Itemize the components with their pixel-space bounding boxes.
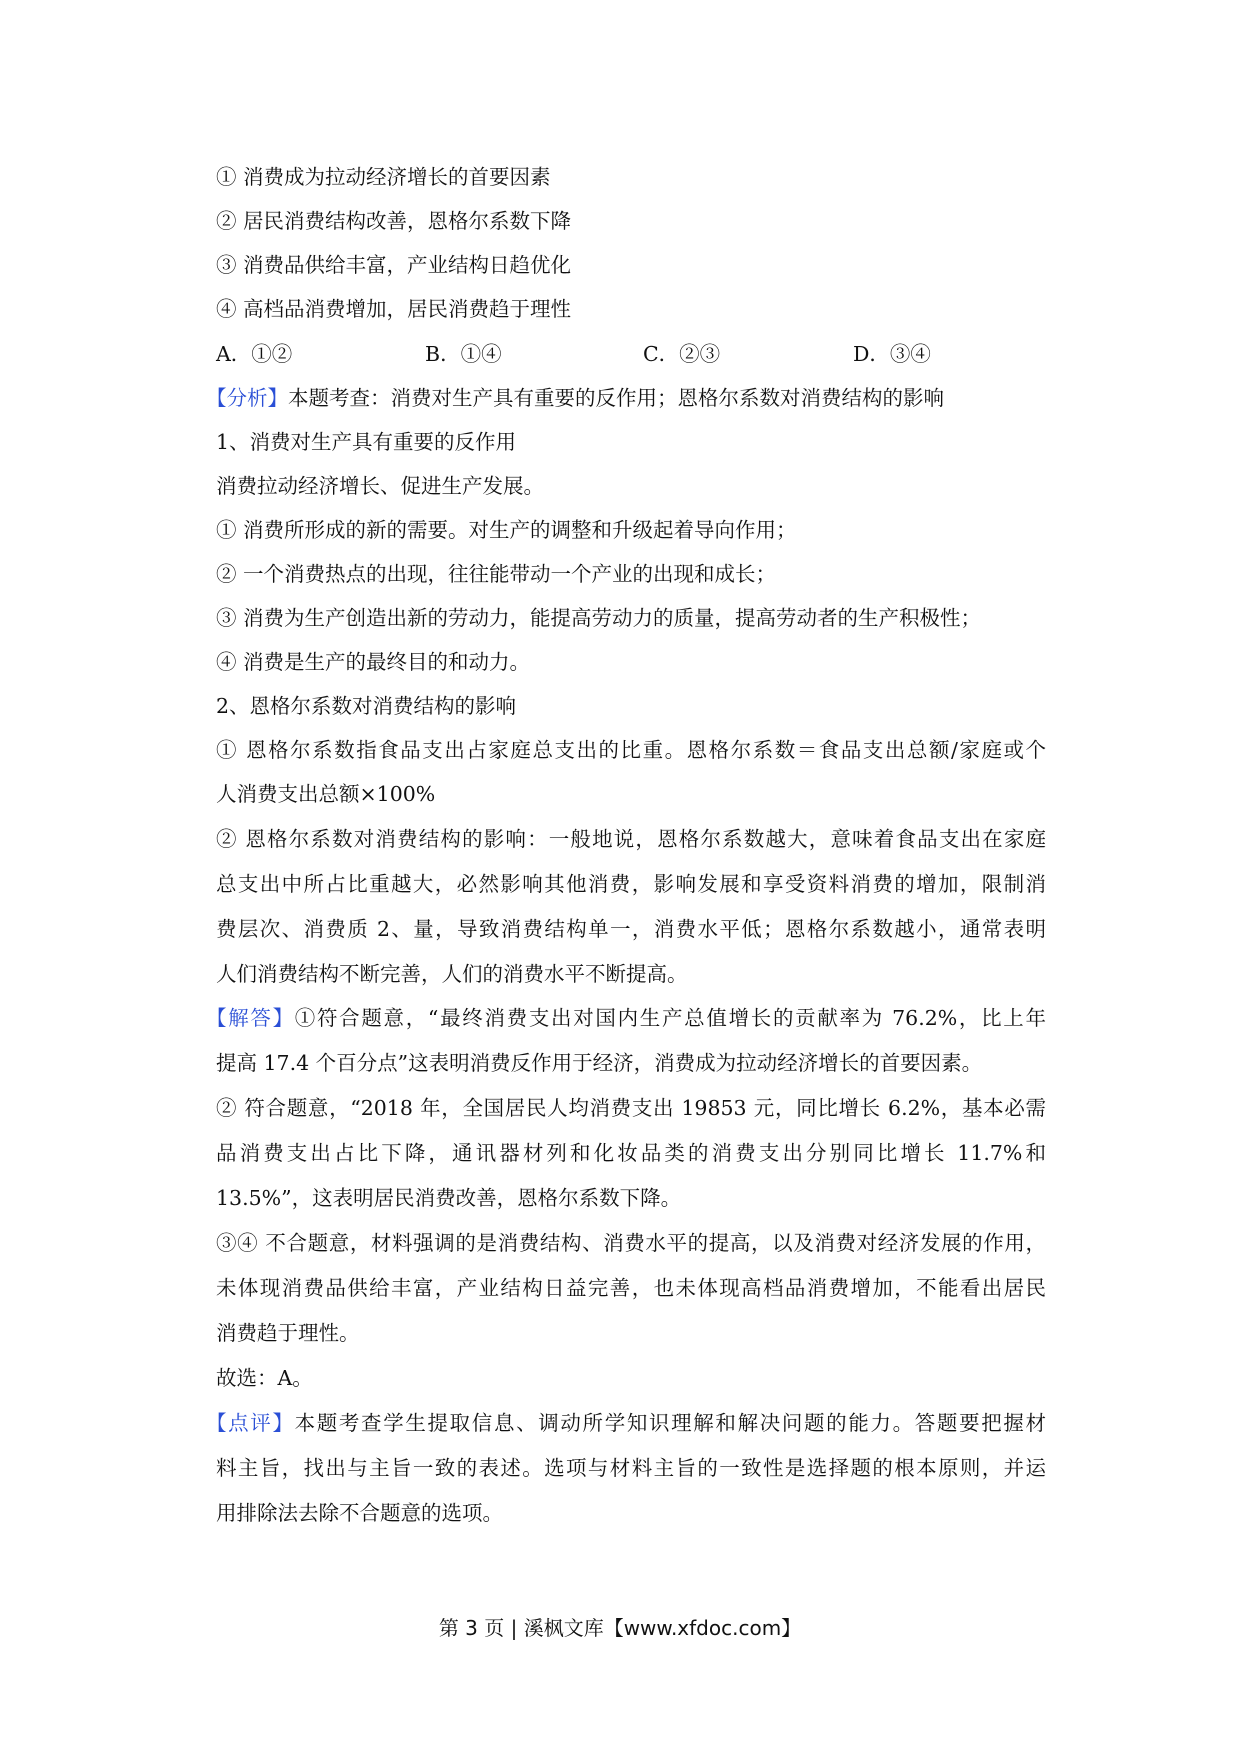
answer-line: 13.5%”，这表明居民消费改善，恩格尔系数下降。 — [216, 1186, 682, 1210]
statement-3: ③ 消费品供给丰富，产业结构日趋优化 — [216, 253, 572, 277]
statement-4: ④ 高档品消费增加，居民消费趋于理性 — [216, 297, 572, 321]
section-2-paragraph-line: 费层次、消费质 2、量，导致消费结构单一，消费水平低；恩格尔系数越小，通常表明 — [216, 917, 1046, 941]
comment-heading — [206, 1409, 1046, 1437]
section-2-paragraph-line: 人消费支出总额×100% — [216, 782, 436, 806]
answer-line: 提高 17.4 个百分点”这表明消费反作用于经济，消费成为拉动经济增长的首要因素。 — [216, 1051, 983, 1075]
section-1-item: ① 消费所形成的新的需要。对生产的调整和升级起着导向作用； — [216, 518, 797, 542]
answer-line: 消费趋于理性。 — [216, 1321, 360, 1345]
comment-line: 用排除法去除不合题意的选项。 — [216, 1501, 503, 1525]
choice-c: C．②③ — [643, 342, 721, 366]
section-1-item: ② 一个消费热点的出现，往往能带动一个产业的出现和成长； — [216, 562, 777, 586]
answer-line: 未体现消费品供给丰富，产业结构日益完善，也未体现高档品消费增加，不能看出居民 — [216, 1276, 1046, 1300]
answer-tag: 【解答】 — [206, 1006, 295, 1030]
comment-tag: 【点评】 — [206, 1411, 295, 1435]
statement-1: ① 消费成为拉动经济增长的首要因素 — [216, 165, 551, 189]
answer-heading — [206, 1004, 1046, 1032]
analysis-text: 本题考查：消费对生产具有重要的反作用；恩格尔系数对消费结构的影响 — [288, 386, 944, 410]
section-1-item: ③ 消费为生产创造出新的劳动力，能提高劳动力的质量，提高劳动者的生产积极性； — [216, 606, 982, 630]
section-2-paragraph-line: 人们消费结构不断完善，人们的消费水平不断提高。 — [216, 962, 688, 986]
answer-conclusion: 故选：A。 — [216, 1366, 313, 1390]
choice-d: D．③④ — [853, 342, 931, 366]
comment-line: 料主旨，找出与主旨一致的表述。选项与材料主旨的一致性是选择题的根本原则，并运 — [216, 1456, 1046, 1480]
section-2-paragraph-line: 总支出中所占比重越大，必然影响其他消费，影响发展和享受资料消费的增加，限制消 — [216, 872, 1046, 896]
choice-b: B．①④ — [425, 342, 502, 366]
answer-line: ② 符合题意，“2018 年，全国居民人均消费支出 19853 元，同比增长 6.2%，基本必需 — [216, 1096, 1046, 1120]
statement-2: ② 居民消费结构改善，恩格尔系数下降 — [216, 209, 572, 233]
comment-text: 本题考查学生提取信息、调动所学知识理解和解决问题的能力。答题要把握材 — [294, 1411, 1047, 1435]
section-2-paragraph-line: ① 恩格尔系数指食品支出占家庭总支出的比重。恩格尔系数＝食品支出总额/家庭或个 — [216, 738, 1046, 762]
section-2-paragraph-line: ② 恩格尔系数对消费结构的影响：一般地说，恩格尔系数越大，意味着食品支出在家庭 — [216, 827, 1046, 851]
section-1-intro: 消费拉动经济增长、促进生产发展。 — [216, 474, 544, 498]
page-footer: 第 3 页 | 溪枫文库【www.xfdoc.com】 — [438, 1616, 802, 1640]
answer-line: 品消费支出占比下降，通讯器材列和化妆品类的消费支出分别同比增长 11.7%和 — [216, 1141, 1046, 1165]
section-2-title: 2、恩格尔系数对消费结构的影响 — [216, 694, 517, 718]
section-1-item: ④ 消费是生产的最终目的和动力。 — [216, 650, 531, 674]
analysis-tag: 【分析】 — [206, 386, 288, 410]
analysis-heading — [206, 384, 1036, 412]
answer-line: ③④ 不合题意，材料强调的是消费结构、消费水平的提高，以及消费对经济发展的作用， — [216, 1231, 1046, 1255]
answer-text: ①符合题意，“最终消费支出对国内生产总值增长的贡献率为 76.2%，比上年 — [294, 1006, 1046, 1030]
section-1-title: 1、消费对生产具有重要的反作用 — [216, 430, 517, 454]
choice-a: A．①② — [216, 342, 293, 366]
